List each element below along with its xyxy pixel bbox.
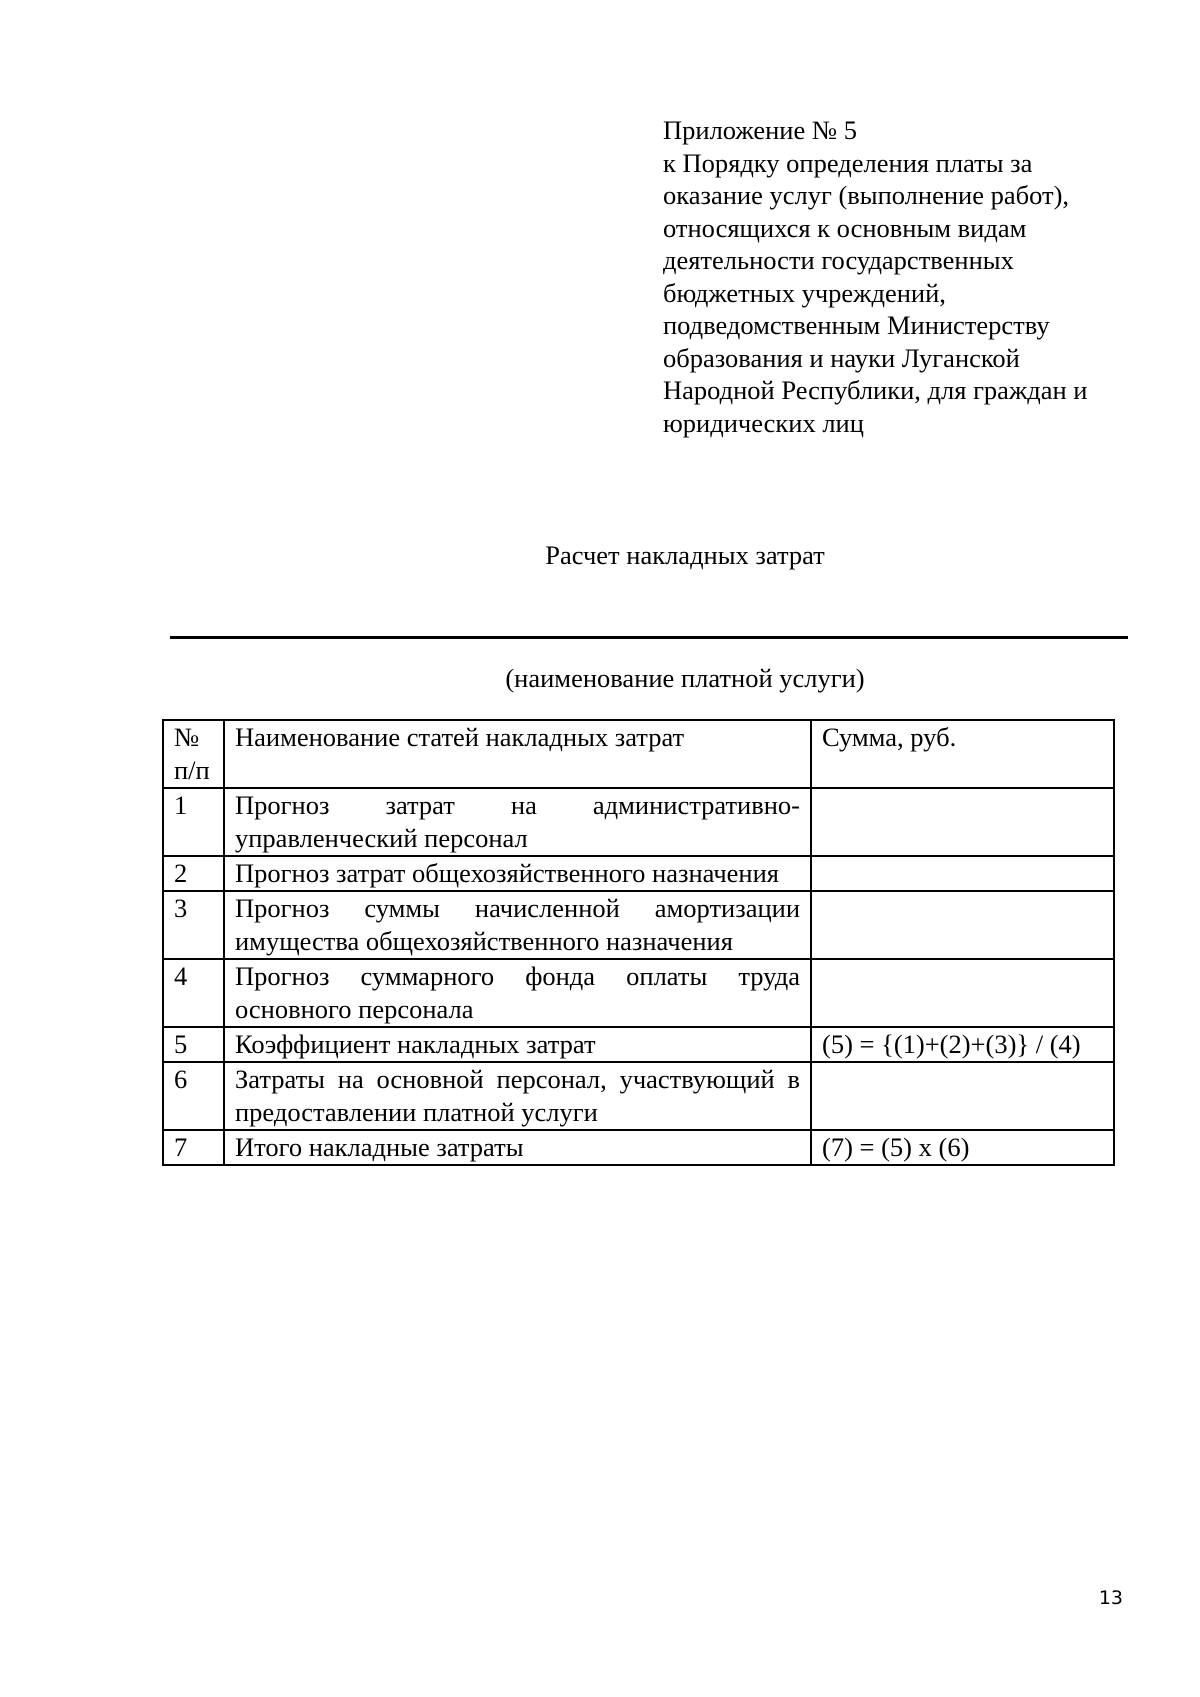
document-title-text: Расчет накладных затрат [545,540,825,570]
row-num-cell: 7 [163,1130,224,1165]
row-name-cell: Коэффициент накладных затрат [224,1027,811,1062]
service-name-caption [0,662,1200,694]
appendix-line: оказание услуг (выполнение работ), [663,180,1070,210]
table-row [163,1130,1114,1165]
table-header-row [163,720,1114,788]
row-num-cell: 2 [163,856,224,891]
table-row [163,1027,1114,1062]
service-name-blank-line [170,636,1128,639]
table-row [163,959,1114,1027]
appendix-line: бюджетных учреждений, [663,277,946,308]
table-row [163,856,1114,891]
header-sum-cell: Сумма, руб. [811,720,1114,788]
table-row [163,788,1114,856]
page-number: 13 [1098,1587,1123,1609]
overhead-costs-table [162,719,1115,1166]
row-num-cell: 4 [163,959,224,1027]
row-num-cell: 5 [163,1027,224,1062]
appendix-line: относящихся к основным видам [663,212,1027,243]
row-num-cell: 6 [163,1062,224,1130]
header-name-cell: Наименование статей накладных затрат [224,720,811,788]
document-title [0,539,1200,571]
row-sum-cell [811,1062,1114,1130]
row-sum-cell [811,856,1114,891]
service-name-caption-text: (наименование платной услуги) [505,663,865,693]
row-num-cell: 1 [163,788,224,856]
appendix-line: юридических лиц [663,407,864,438]
appendix-note [663,114,1133,439]
row-name-cell: Прогноз суммы начисленной амортизации имущества общехозяйственного назначения [224,891,811,959]
row-sum-cell [811,891,1114,959]
row-num-cell: 3 [163,891,224,959]
appendix-line: образования и науки Луганской [663,342,1020,373]
row-sum-cell [811,788,1114,856]
header-num-cell: № п/п [163,720,224,788]
row-sum-cell: (7) = (5) х (6) [811,1130,1114,1165]
appendix-line: Народной Республики, для граждан и [663,375,1088,405]
table-row [163,891,1114,959]
appendix-line: Приложение № 5 [663,115,858,145]
row-name-cell: Итого накладные затраты [224,1130,811,1165]
row-sum-cell [811,959,1114,1027]
appendix-line: подведомственным Министерству [663,310,1050,340]
row-name-cell: Прогноз затрат общехозяйственного назначения [224,856,811,891]
appendix-line: деятельности государственных [663,245,1014,275]
row-name-cell: Затраты на основной персонал, участвующий в предоставлении платной услуги [224,1062,811,1130]
row-sum-cell: (5) = {(1)+(2)+(3)} / (4) [811,1027,1114,1062]
row-name-cell: Прогноз суммарного фонда оплаты труда основного персонала [224,959,811,1027]
table-row [163,1062,1114,1130]
row-name-cell: Прогноз затрат на административно-управленческий персонал [224,788,811,856]
appendix-line: к Порядку определения платы за [663,147,1033,178]
